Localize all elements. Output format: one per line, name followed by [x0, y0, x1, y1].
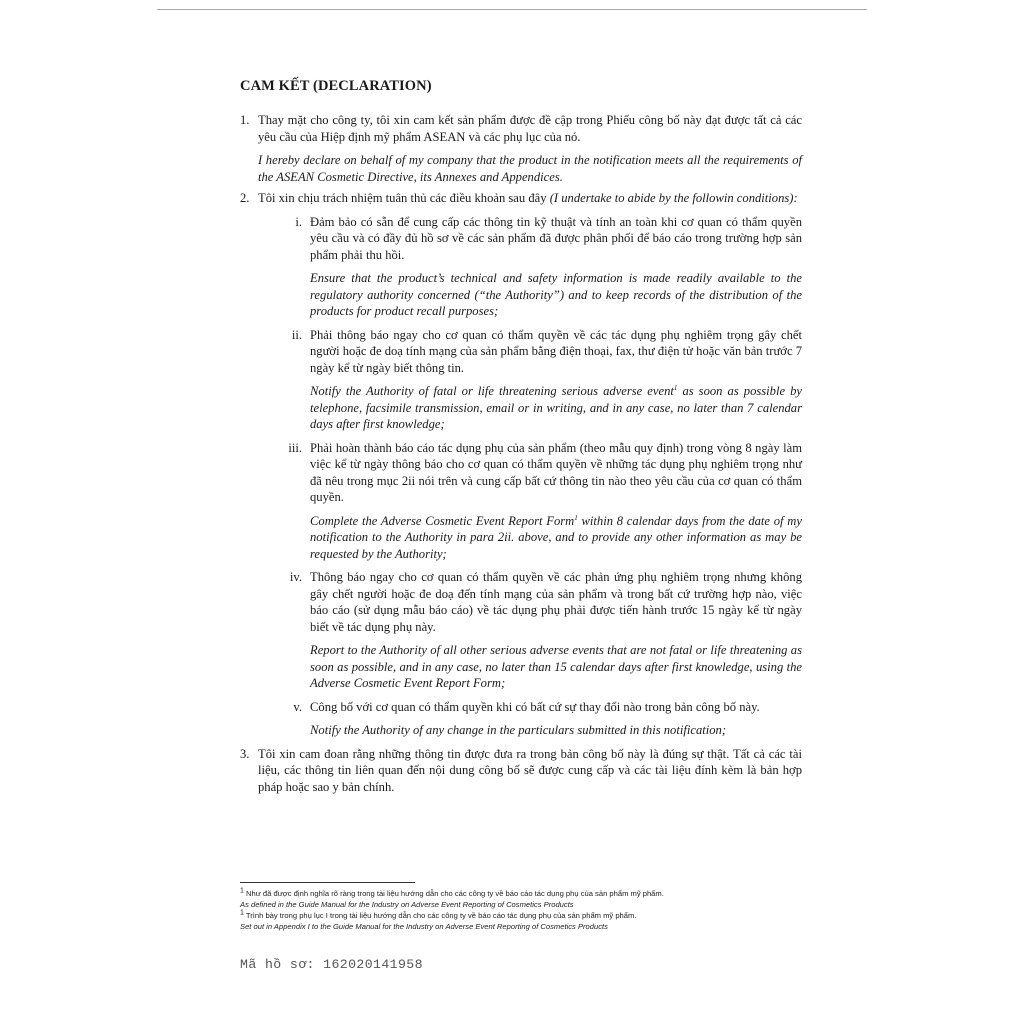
condition-text-en-part: Notify the Authority of fatal or life threatening serious adverse event [310, 384, 674, 398]
condition-text-en-part: within 8 calendar days from the date of my notification to the Authority in para 2ii. above, and to provide any other information as may be requested by the Authority; [310, 513, 802, 561]
top-divider [157, 9, 867, 10]
item-number: 2. [240, 191, 250, 205]
declaration-items [240, 112, 802, 795]
footnote-text: Như đã được định nghĩa rõ ràng trong tài liệu hướng dẫn cho các công ty về báo cáo tác dụng phụ của sản phẩm mỹ phẩm. [246, 889, 664, 898]
item-text-vi: Tôi xin cam đoan rằng những thông tin được đưa ra trong bản công bố này là đúng sự thật. Tất cả các tài liệu, các thông tin liên quan đến nội dung công bố sẽ được cung cấp và các tài liệu đính kèm là bản hợp pháp hoặc sao y bản chính. [258, 746, 802, 794]
declaration-item-3 [240, 746, 802, 796]
footnote-mark: 1 [240, 909, 244, 917]
item-text-en: I hereby declare on behalf of my company that the product in the notification meets all the requirements of the ASEAN Cosmetic Directive, its Annexes and Appendices. [258, 153, 802, 184]
condition-text-en: Report to the Authority of all other serious adverse events that are not fatal or life threatening as soon as possible, and in any case, no later than 15 calendar days after first knowledge, using the Adverse Cosmetic Event Report Form; [310, 643, 802, 690]
footnote-text: Trình bày trong phụ lục I trong tài liệu hướng dẫn cho các công ty về báo cáo tác dụng phụ của sản phẩm mỹ phẩm. [245, 911, 637, 920]
footnote-2-en: Set out in Appendix I to the Guide Manual for the Industry on Adverse Event Reporting of Cosmetics Products [240, 922, 608, 931]
condition-text-en: Notify the Authority of any change in the particulars submitted in this notification; [310, 723, 727, 737]
footnotes [240, 888, 820, 932]
condition-text-vi: Phải thông báo ngay cho cơ quan có thẩm quyền về các tác dụng phụ nghiêm trọng gây chết người hoặc đe doạ tính mạng của sản phẩm bằng điện thoại, fax, thư điện tử hoặc văn bản trước 7 ngày kể từ ngày biết thông tin. [310, 327, 802, 375]
conditions-list [258, 214, 802, 739]
condition-text-vi: Thông báo ngay cho cơ quan có thẩm quyền về các phản ứng phụ nghiêm trọng nhưng không gây chết người hoặc đe doạ đến tính mạng của sản phẩm và trong bất cứ trường hợp nào, việc báo cáo (sử dụng mẫu báo cáo) về tác dụng phụ phải được tiến hành trước 15 ngày kể từ ngày biết về tác dụng phụ này. [310, 570, 802, 634]
condition-text-en-part: as soon as possible by telephone, facsimile transmission, email or in writing, and in any case, no later than 7 calendar days after first knowledge; [310, 384, 802, 431]
footnote-mark: 1 [240, 887, 244, 895]
declaration-item-2 [240, 190, 802, 739]
item-number: 3. [240, 746, 250, 761]
condition-number: ii. [291, 327, 302, 342]
condition-number: iv. [289, 570, 302, 584]
item-text-vi [258, 190, 802, 207]
condition-text-en [310, 383, 802, 433]
condition-text-en-part: Complete the Adverse Cosmetic Event Report Form [310, 513, 575, 528]
condition-i [258, 214, 802, 320]
page-title: CAM KẾT (DECLARATION) [240, 78, 432, 94]
condition-iv [258, 569, 802, 692]
condition-number: iii. [288, 440, 302, 455]
footnote-1-en: As defined in the Guide Manual for the Industry on Adverse Event Reporting of Cosmetics Products [240, 900, 574, 909]
condition-number: v. [293, 699, 302, 714]
condition-text-vi: Đảm bảo có sẵn để cung cấp các thông tin kỹ thuật và tính an toàn khi cơ quan có thẩm quyền yêu cầu và có đầy đủ hồ sơ về các sản phẩm đã được phân phối để báo cáo trong trường hợp sản phẩm phải thu hồi. [310, 214, 802, 262]
condition-text-vi: Công bố với cơ quan có thẩm quyền khi có bất cứ sự thay đổi nào trong bản công bố này. [310, 699, 760, 714]
item-text-vi-main: Tôi xin chịu trách nhiệm tuân thủ các điều khoản sau đây [258, 191, 547, 205]
record-number: Mã hồ sơ: 162020141958 [240, 957, 423, 972]
item-number: 1. [240, 113, 250, 127]
declaration-item-1 [240, 112, 802, 185]
item-text-en-inline: (I undertake to abide by the followin conditions): [549, 191, 798, 205]
item-text-vi: Thay mặt cho công ty, tôi xin cam kết sản phẩm được đề cập trong Phiếu công bố này đạt được tất cả các yêu cầu của Hiệp định mỹ phẩm ASEAN và các phụ lục của nó. [258, 113, 802, 144]
footnote-ref: 1 [574, 513, 578, 522]
footnote-ref: 1 [673, 383, 678, 392]
footnote-divider [240, 882, 415, 883]
condition-text-en [310, 513, 802, 563]
footnote-1-vi [240, 888, 820, 899]
condition-iii [258, 440, 802, 563]
footnote-2-vi [240, 910, 820, 921]
condition-number: i. [295, 214, 302, 229]
condition-text-vi: Phải hoàn thành báo cáo tác dụng phụ của sản phẩm (theo mẫu quy định) trong vòng 8 ngày làm việc kể từ ngày thông báo cho cơ quan có thẩm quyền về những tác dụng phụ nghiêm trọng như đã nêu trong mục 2ii nói trên và cung cấp bất cứ thông tin nào theo yêu cầu của cơ quan có thẩm quyền. [310, 440, 802, 504]
condition-v [258, 699, 802, 739]
condition-ii [258, 327, 802, 433]
condition-text-en: Ensure that the product’s technical and safety information is made readily available to the regulatory authority concerned (“the Authority”) and to keep records of the distribution of the products for product recall purposes; [310, 271, 802, 318]
